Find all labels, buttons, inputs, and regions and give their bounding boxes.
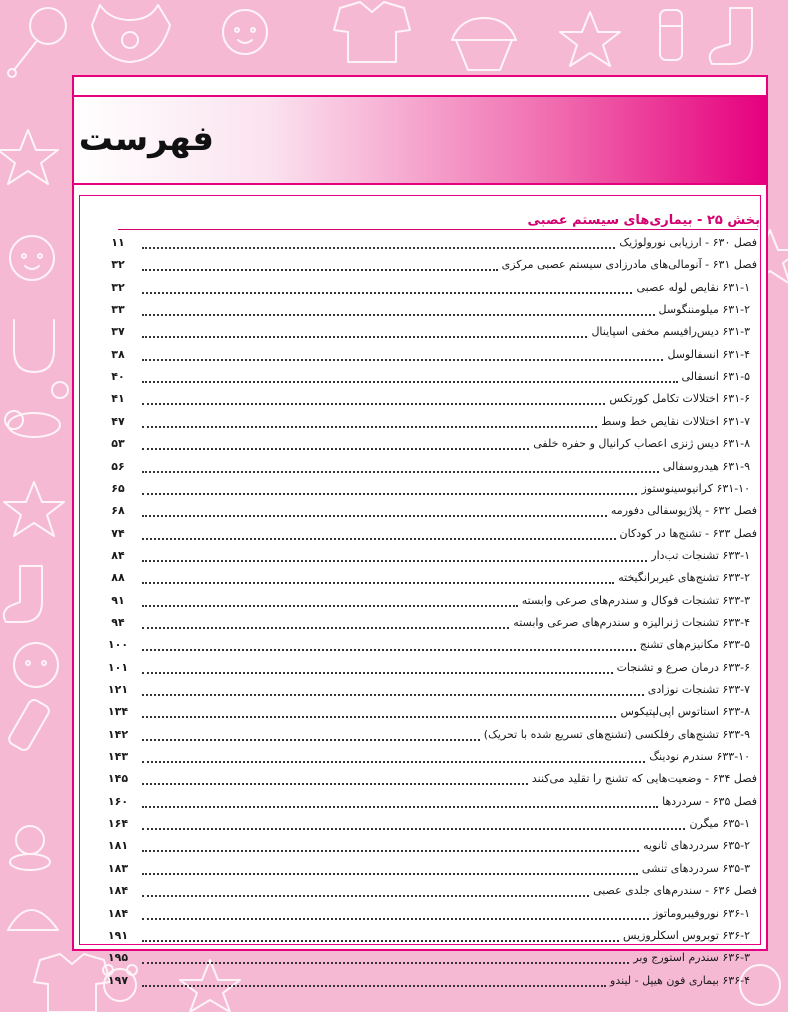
toc-page-number: ۱۸۱: [107, 839, 129, 853]
toc-entry-title: ۶۳۳-۹ تشنج‌های رفلکسی (تشنج‌های تسریع شده با تحریک): [483, 727, 750, 741]
dot-leader: [142, 822, 685, 830]
toc-entry[interactable]: [74, 366, 766, 388]
dot-leader: [142, 710, 616, 718]
toc-entry-title: ۶۳۶-۴ بیماری فون هیپل - لیندو: [610, 973, 750, 987]
dot-leader: [142, 844, 639, 852]
toc-page-number: ۵۶: [111, 459, 125, 473]
toc-entry-title: فصل ۶۳۰ - ارزیابی نورولوژیک: [619, 236, 757, 249]
toc-entry-title: ۶۳۳-۱۰ سندرم نودینگ: [649, 750, 750, 764]
dot-leader: [142, 286, 632, 294]
dot-leader: [142, 755, 645, 763]
toc-entry-title: ۶۳۱-۸ دیس ژنزی اعصاب کرانیال و حفره خلفی: [533, 437, 750, 451]
dot-leader: [142, 397, 605, 405]
toc-entry[interactable]: [74, 523, 766, 545]
dot-leader: [142, 532, 616, 540]
cupcake-icon: [452, 18, 516, 70]
toc-page-number: ۳۳: [111, 303, 125, 317]
toc-entry-title: ۶۳۱-۵ انسفالی: [681, 370, 750, 384]
dot-leader: [142, 688, 644, 696]
toc-entry-title: فصل ۶۳۲ - پلاژیوسفالی دفورمه: [610, 504, 757, 518]
toc-entry[interactable]: [74, 277, 766, 299]
dot-leader: [142, 800, 658, 808]
toc-entry[interactable]: [74, 634, 766, 656]
toc-page-number: ۷۴: [111, 526, 125, 540]
dot-leader: [142, 733, 480, 741]
toc-entry[interactable]: [74, 813, 766, 835]
toc-entry-title: ۶۳۳-۳ تشنجات فوکال و سندرم‌های صرعی وابسته: [521, 593, 750, 607]
page-title: فهرست: [78, 119, 214, 159]
toc-entry[interactable]: [74, 880, 766, 902]
dot-leader: [142, 979, 606, 987]
toc-page-number: ۹۱: [111, 593, 125, 607]
dot-leader: [142, 912, 649, 920]
dot-leader: [142, 889, 589, 897]
part-heading-underline: [118, 229, 758, 230]
dot-leader: [142, 956, 629, 964]
toc-page-number: ۱۶۴: [107, 817, 129, 831]
dot-leader: [142, 666, 613, 674]
toc-page-number: ۳۲: [111, 280, 125, 294]
baby-face-icon-left-2: [14, 643, 58, 687]
toc-page-number: ۶۵: [111, 481, 125, 495]
toc-entry[interactable]: [74, 411, 766, 433]
toc-entry[interactable]: [74, 321, 766, 343]
toc-page-number: ۱۶۰: [107, 794, 129, 808]
toc-page-number: ۱۴۳: [107, 750, 129, 764]
baby-face-icon: [223, 10, 267, 54]
part-heading: بخش ۲۵ - بیماری‌های سیستم عصبی: [527, 213, 760, 228]
toc-entry-title: ۶۳۳-۵ مکانیزم‌های تشنج: [639, 638, 750, 652]
dot-leader: [142, 353, 663, 361]
toc-entry-title: ۶۳۱-۱ نقایص لوله عصبی: [636, 280, 750, 294]
toc-page-number: ۸۸: [111, 571, 125, 585]
toc-entry[interactable]: [74, 545, 766, 567]
toc-page-number: ۹۴: [111, 615, 125, 629]
toc-entry[interactable]: [74, 612, 766, 634]
toc-page-number: ۸۴: [111, 548, 125, 562]
toc-page-number: ۳۲: [111, 258, 125, 272]
toc-page-number: ۴۷: [111, 414, 125, 428]
toc-page-number: ۱۱: [111, 236, 125, 249]
bottle-icon-left: [7, 698, 51, 752]
star-icon-left: [0, 130, 58, 184]
toc-page-number: ۱۴۵: [107, 772, 129, 786]
hat-icon: [8, 910, 58, 930]
toc-page-number: ۵۳: [111, 437, 125, 451]
toc-entry[interactable]: [74, 701, 766, 723]
star-icon-top: [560, 12, 620, 66]
dot-leader: [142, 487, 637, 495]
toc-entry-title: ۶۳۳-۲ تشنج‌های غیربرانگیخته: [618, 571, 750, 585]
sock-icon-left: [4, 566, 42, 622]
toc-entry[interactable]: [74, 567, 766, 589]
toc-entry-title: ۶۳۶-۲ توبروس اسکلروزیس: [623, 928, 750, 942]
sock-icon-top: [710, 8, 752, 64]
toc-entry-title: ۶۳۱-۳ دیس‌رافیسم مخفی اسپاینال: [591, 325, 750, 339]
toc-page-number: ۳۸: [111, 347, 125, 361]
toc-frame: [72, 75, 768, 987]
dot-leader: [142, 263, 498, 271]
toc-entry-title: فصل ۶۳۵ - سردردها: [662, 794, 757, 808]
toc-entry-title: فصل ۶۳۳ - تشنج‌ها در کودکان: [619, 526, 757, 540]
toc-page-number: ۱۸۴: [107, 884, 129, 898]
toc-page-number: ۳۷: [111, 325, 125, 339]
toc-page-number: ۱۹۱: [107, 928, 129, 942]
toc-entry-title: ۶۳۳-۴ تشنجات ژنرالیزه و سندرم‌های صرعی وابسته: [513, 615, 750, 629]
toc-page-number: ۱۳۴: [107, 705, 129, 719]
toc-entry[interactable]: [74, 835, 766, 857]
toc-entry-title: ۶۳۱-۷ اختلالات نقایص خط وسط: [601, 414, 750, 428]
toc-page-number: ۱۸۳: [107, 861, 129, 875]
dot-leader: [142, 554, 647, 562]
toc-entry-title: ۶۳۱-۹ هیدروسفالی: [662, 459, 750, 473]
toc-entry[interactable]: [74, 947, 766, 969]
pacifier-icon: [10, 826, 50, 870]
dot-leader: [142, 643, 636, 651]
toc-entry-title: فصل ۶۳۴ - وضعیت‌هایی که تشنج را تقلید می‌کنند: [531, 772, 757, 786]
toc-entry[interactable]: [74, 657, 766, 679]
baby-face-icon-left: [10, 236, 54, 280]
onesie-icon: [334, 2, 410, 62]
dot-leader: [142, 442, 529, 450]
star-icon-left-2: [4, 482, 64, 536]
dot-leader: [142, 599, 518, 607]
toc-page-number: ۴۰: [111, 370, 125, 384]
sleeping-baby-icon: [5, 411, 60, 437]
dot-leader: [142, 330, 587, 338]
dot-leader: [142, 576, 614, 584]
dot-leader: [142, 509, 607, 517]
toc-entry-title: ۶۳۳-۶ درمان صرع و تشنجات: [616, 660, 750, 674]
toc-page-number: ۱۰۱: [107, 660, 129, 674]
toc-entry[interactable]: [74, 388, 766, 410]
dot-leader: [142, 375, 678, 383]
toc-entry[interactable]: [74, 925, 766, 947]
toc-entry[interactable]: [74, 500, 766, 522]
toc-page-number: ۱۰۰: [107, 638, 129, 652]
toc-entry-title: ۶۳۱-۴ انسفالوسل: [667, 347, 750, 361]
toc-entry-title: ۶۳۱-۲ میلومننگوسل: [658, 303, 750, 317]
dot-leader: [142, 465, 659, 473]
dot-leader: [142, 934, 619, 942]
toc-entry[interactable]: [74, 433, 766, 455]
stethoscope-icon: [14, 320, 68, 398]
toc-entry[interactable]: [74, 478, 766, 500]
title-banner: [74, 95, 766, 185]
dot-leader: [142, 621, 509, 629]
toc-page-number: ۶۸: [111, 504, 125, 518]
toc-entry-title: ۶۳۵-۲ سردردهای ثانویه: [643, 839, 750, 853]
toc-entry-title: فصل ۶۳۶ - سندرم‌های جلدی عصبی: [593, 884, 757, 898]
bottle-icon-top: [660, 10, 682, 60]
toc-page-number: ۱۴۲: [107, 727, 129, 741]
toc-page-number: ۴۱: [111, 392, 125, 406]
dot-leader: [142, 308, 655, 316]
dot-leader: [142, 867, 638, 875]
toc-entry-title: ۶۳۳-۷ تشنجات نوزادی: [647, 683, 750, 696]
toc-entry[interactable]: [74, 590, 766, 612]
toc-entry-title: ۶۳۱-۱۰ کرانیوسینوستوز: [641, 481, 750, 495]
toc-entry[interactable]: [74, 768, 766, 790]
toc-entry[interactable]: [74, 679, 766, 701]
dot-leader: [142, 777, 528, 785]
toc-page-number: ۱۹۷: [107, 973, 129, 987]
toc-entry[interactable]: [74, 791, 766, 813]
toc-entry[interactable]: [74, 254, 766, 276]
toc-entry[interactable]: [74, 299, 766, 321]
rattle-icon: [8, 8, 66, 77]
toc-entry[interactable]: [74, 232, 766, 254]
toc-entry-title: ۶۳۵-۱ میگرن: [689, 817, 750, 831]
toc-page-number: ۱۸۴: [107, 906, 129, 920]
toc-page-number: ۱۲۱: [107, 683, 129, 696]
toc-entry-title: فصل ۶۳۱ - آنومالی‌های مادرزادی سیستم عصبی مرکزی: [501, 258, 757, 272]
toc-entry[interactable]: [74, 970, 766, 992]
toc-entry[interactable]: [74, 456, 766, 478]
toc-entry-title: ۶۳۶-۱ نوروفیبروماتوز: [652, 906, 750, 920]
dot-leader: [142, 420, 597, 428]
dot-leader: [142, 241, 615, 249]
toc-entry[interactable]: [74, 344, 766, 366]
toc-entry[interactable]: [74, 724, 766, 746]
toc-entry-title: ۶۳۳-۸ استاتوس اپی‌لپتیکوس: [620, 705, 750, 719]
bib-icon: [92, 5, 170, 62]
toc-entry-title: ۶۳۵-۳ سردردهای تنشی: [641, 861, 750, 875]
toc-entry-title: ۶۳۶-۳ سندرم استورج وبر: [633, 951, 750, 965]
toc-entry[interactable]: [74, 903, 766, 925]
toc-entry-title: ۶۳۳-۱ تشنجات تب‌دار: [651, 548, 750, 562]
toc-page-number: ۱۹۵: [107, 951, 129, 965]
toc-entry-title: ۶۳۱-۶ اختلالات تکامل کورتکس: [609, 392, 750, 406]
toc-entry[interactable]: [74, 746, 766, 768]
toc-entry[interactable]: [74, 858, 766, 880]
